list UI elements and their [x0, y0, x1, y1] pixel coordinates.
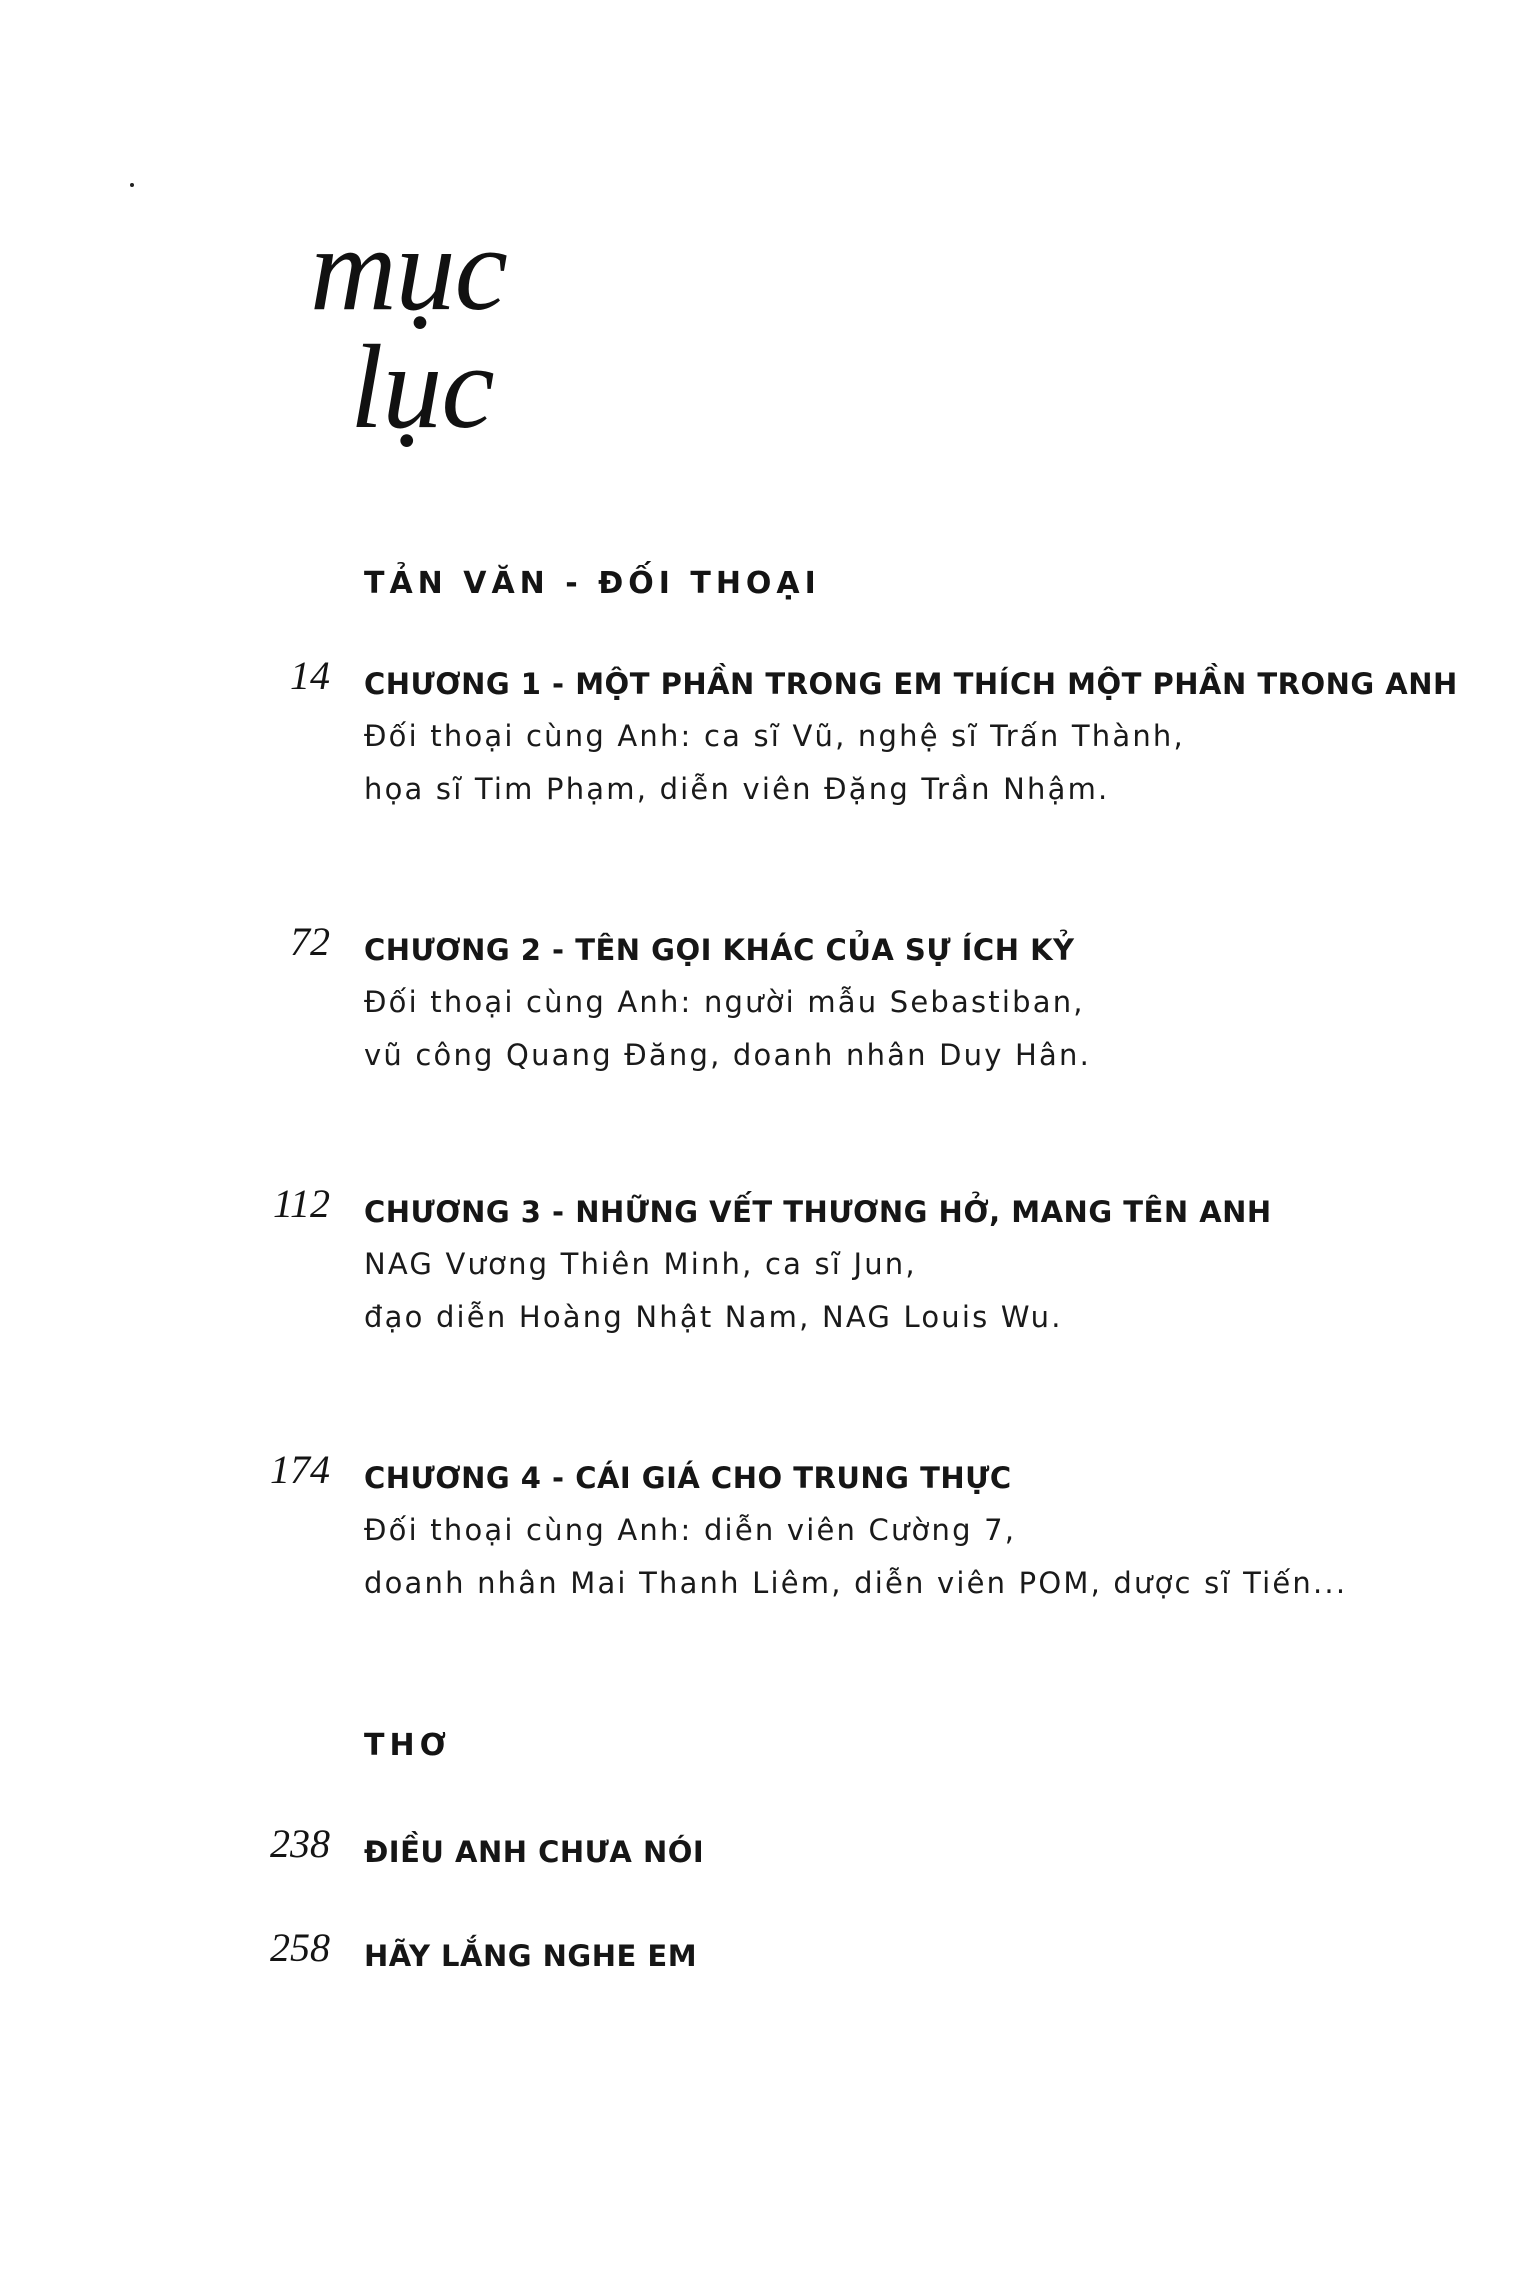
- chapter-description-line: Đối thoại cùng Anh: ca sĩ Vũ, nghệ sĩ Trấn Thành,: [364, 719, 1185, 753]
- page-number: 14: [290, 653, 330, 698]
- page-number: 112: [272, 1181, 330, 1226]
- chapter-title: CHƯƠNG 3 - NHỮNG VẾT THƯƠNG HỞ, MANG TÊN ANH: [364, 1195, 1272, 1229]
- page-number: 258: [270, 1925, 330, 1970]
- section-heading-tan-van: TẢN VĂN - ĐỐI THOẠI: [364, 566, 821, 601]
- chapter-description-line: Đối thoại cùng Anh: diễn viên Cường 7,: [364, 1513, 1017, 1547]
- chapter-description-line: họa sĩ Tim Phạm, diễn viên Đặng Trần Nhậm.: [364, 772, 1110, 806]
- section-heading-tho: THƠ: [364, 1728, 451, 1763]
- page-number: 238: [270, 1821, 330, 1866]
- title-line-2: lục: [350, 320, 494, 453]
- title-line-1: mục: [310, 202, 507, 335]
- poem-title: ĐIỀU ANH CHƯA NÓI: [364, 1835, 705, 1869]
- chapter-description-line: vũ công Quang Đăng, doanh nhân Duy Hân.: [364, 1038, 1092, 1072]
- page-title: [310, 202, 507, 453]
- chapter-title: CHƯƠNG 4 - CÁI GIÁ CHO TRUNG THỰC: [364, 1461, 1012, 1495]
- chapter-description-line: Đối thoại cùng Anh: người mẫu Sebastiban,: [364, 985, 1085, 1019]
- chapter-description-line: NAG Vương Thiên Minh, ca sĩ Jun,: [364, 1247, 917, 1281]
- poem-title: HÃY LẮNG NGHE EM: [364, 1939, 698, 1973]
- page-speck: [130, 183, 134, 187]
- chapter-description-line: doanh nhân Mai Thanh Liêm, diễn viên POM, dược sĩ Tiến...: [364, 1566, 1348, 1600]
- chapter-description-line: đạo diễn Hoàng Nhật Nam, NAG Louis Wu.: [364, 1300, 1063, 1334]
- chapter-title: CHƯƠNG 2 - TÊN GỌI KHÁC CỦA SỰ ÍCH KỶ: [364, 933, 1075, 967]
- page-number: 174: [270, 1447, 330, 1492]
- page-number: 72: [290, 919, 330, 964]
- chapter-title: CHƯƠNG 1 - MỘT PHẦN TRONG EM THÍCH MỘT PHẦN TRONG ANH: [364, 667, 1458, 701]
